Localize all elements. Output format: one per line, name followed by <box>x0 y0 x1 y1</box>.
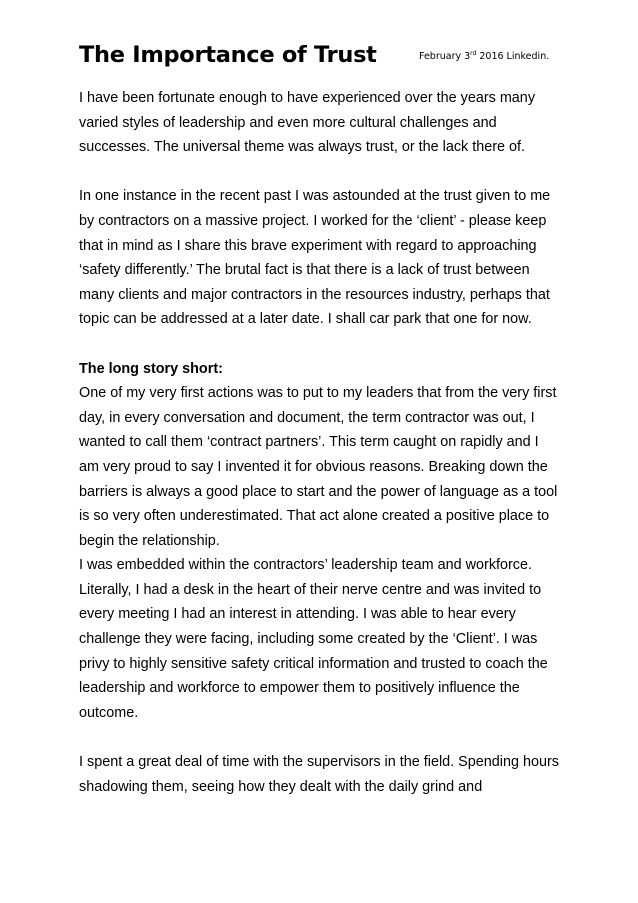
section-long-story-short <box>79 357 584 800</box>
paragraph-line: day, in every conversation and document, the term contractor was out, I <box>79 409 535 426</box>
paragraph-line: many clients and major contractors in the resources industry, perhaps that <box>79 286 550 303</box>
paragraph-line: I have been fortunate enough to have experienced over the years many <box>79 90 536 106</box>
paragraph-line: wanted to call them ‘contract partners’. This term caught on rapidly and I <box>79 434 539 451</box>
paragraph-line: outcome. <box>79 704 139 721</box>
paragraph-line: I was embedded within the contractors’ leadership team and workforce. <box>79 557 533 574</box>
paragraph-line: challenge they were facing, including some created by the ‘Client’. I was <box>79 631 538 648</box>
paragraph-instance <box>79 184 584 332</box>
paragraph-line: begin the relationship. <box>79 532 220 549</box>
paragraph-line: Literally, I had a desk in the heart of their nerve centre and was invited to <box>79 581 542 598</box>
section-heading: The long story short: <box>79 360 223 377</box>
paragraph-line: I spent a great deal of time with the supervisors in the field. Spending hours <box>79 754 559 771</box>
document-header <box>79 40 579 80</box>
document-title: The Importance of Trust <box>79 42 377 68</box>
paragraph-first-actions <box>79 381 584 553</box>
date-ordinal-suffix: rd <box>470 50 477 57</box>
paragraph-line: is so very often underestimated. That act alone created a positive place to <box>79 508 550 525</box>
paragraph-line: topic can be addressed at a later date. I shall car park that one for now. <box>79 311 532 328</box>
paragraph-embedded <box>79 553 584 725</box>
paragraph-line: ‘safety differently.’ The brutal fact is that there is a lack of trust between <box>79 262 530 279</box>
paragraph-line: shadowing them, seeing how they dealt with the daily grind and <box>79 778 483 795</box>
paragraph-line: In one instance in the recent past I was astounded at the trust given to me <box>79 188 551 205</box>
paragraph-line: by contractors on a massive project. I worked for the ‘client’ - please keep <box>79 212 547 229</box>
date-prefix: February 3 <box>419 51 471 62</box>
paragraph-supervisors <box>79 750 584 799</box>
paragraph-line: every meeting I had an interest in attending. I was able to hear every <box>79 606 516 623</box>
document-date <box>419 50 549 64</box>
paragraph-line: One of my very first actions was to put to my leaders that from the very first <box>79 385 557 402</box>
paragraph-line: leadership and workforce to empower them to positively influence the <box>79 680 520 697</box>
paragraph-line: privy to highly sensitive safety critical information and trusted to coach the <box>79 655 548 672</box>
date-rest: 2016 Linkedin. <box>476 51 550 62</box>
paragraph-line: am very proud to say I invented it for obvious reasons. Breaking down the <box>79 458 548 475</box>
paragraph-line: varied styles of leadership and even more cultural challenges and <box>79 114 497 131</box>
paragraph-line: successes. The universal theme was always trust, or the lack there of. <box>79 139 526 156</box>
paragraph-line: barriers is always a good place to start and the power of language as a tool <box>79 483 558 500</box>
paragraph-intro <box>79 86 584 160</box>
document-body <box>79 86 584 799</box>
paragraph-line: that in mind as I share this brave experiment with regard to approaching <box>79 237 537 254</box>
